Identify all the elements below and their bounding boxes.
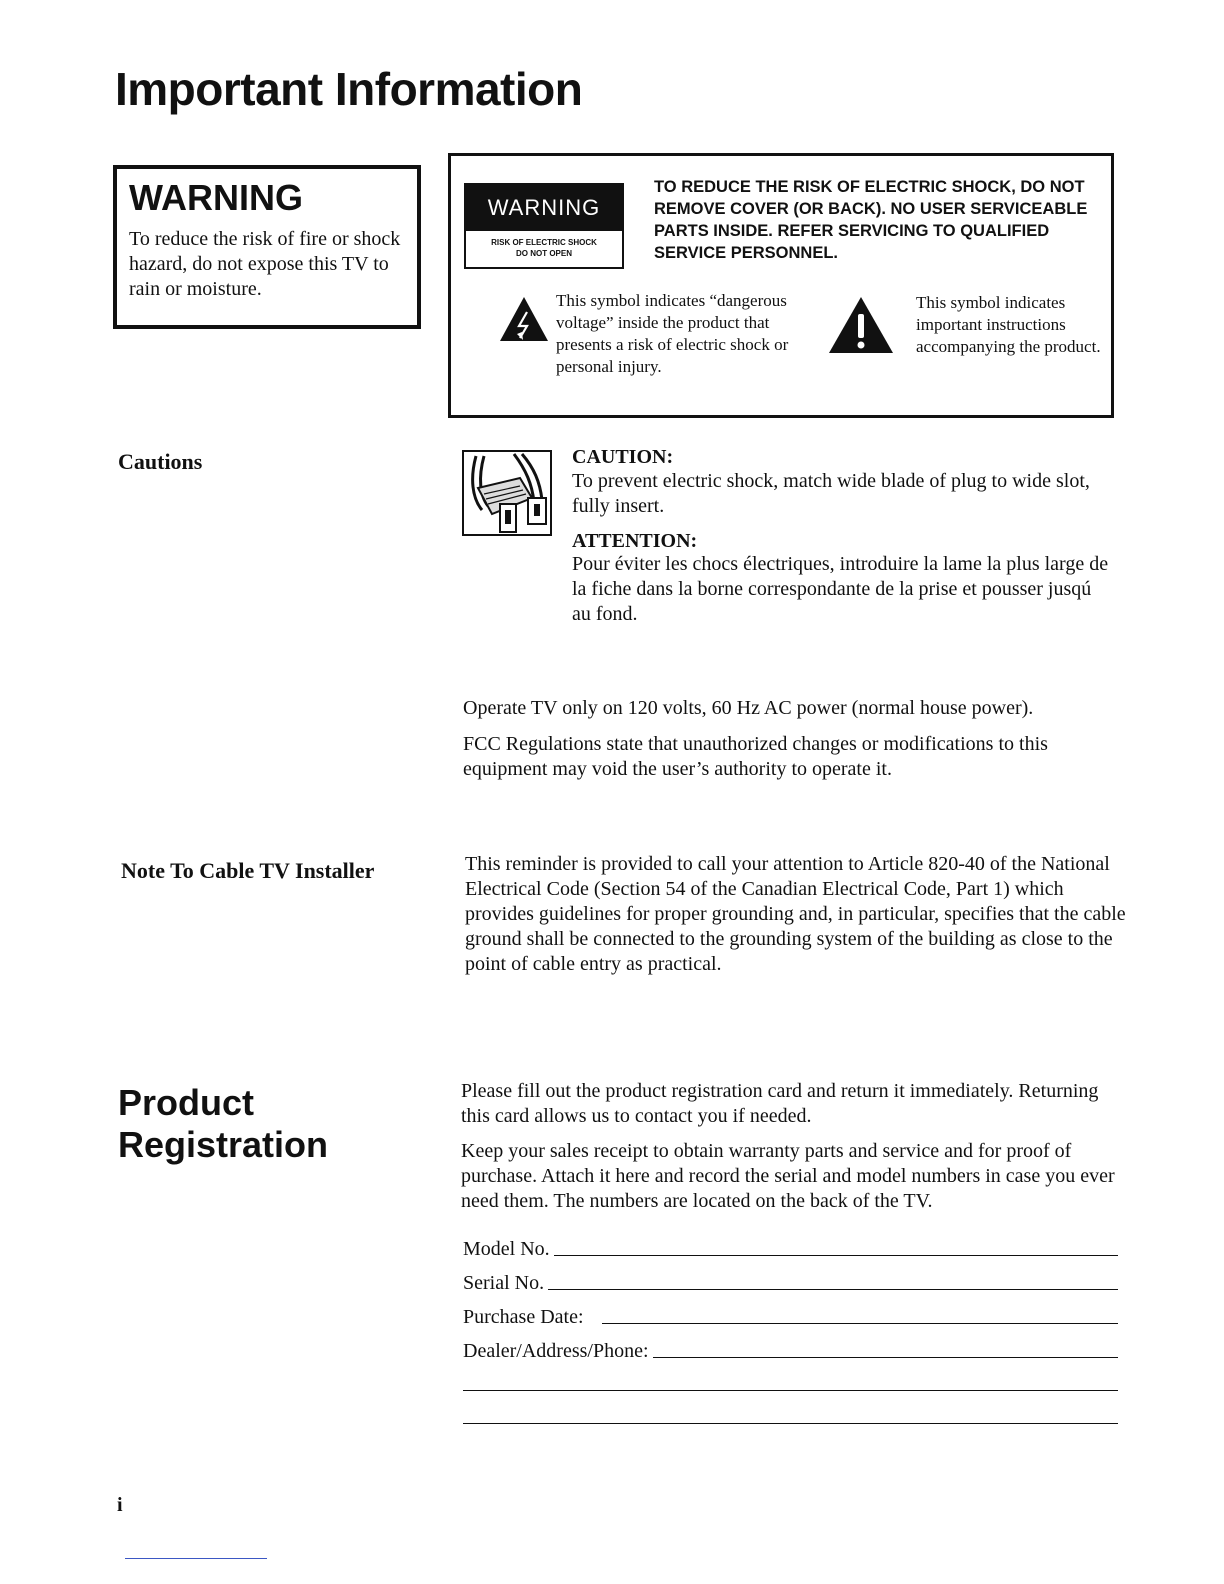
fire-warning-box (113, 165, 421, 329)
exclamation-triangle-icon (828, 296, 894, 354)
purchase-date-label: Purchase Date: (463, 1306, 584, 1328)
cautions-heading: Cautions (118, 449, 203, 474)
caution-title: CAUTION: (572, 446, 674, 468)
serial-number-field[interactable] (463, 1265, 1118, 1295)
registration-heading-line2: Registration (118, 1124, 329, 1165)
fcc-regulations-text: FCC Regulations state that unauthorized changes or modifications to this equipment may void the user’s authority to operate it. (463, 733, 1048, 780)
power-requirement-text: Operate TV only on 120 volts, 60 Hz AC power (normal house power). (463, 697, 1034, 719)
cable-installer-heading: Note To Cable TV Installer (121, 858, 375, 883)
lightning-symbol-text: This symbol indicates “dangerous voltage” inside the product that presents a risk of electric shock or personal injury. (556, 291, 789, 376)
registration-paragraph-1: Please fill out the product registration card and return it immediately. Returning this card allows us to contact you if needed. (461, 1080, 1099, 1127)
shock-warning-text: TO REDUCE THE RISK OF ELECTRIC SHOCK, DO NOT REMOVE COVER (OR BACK). NO USER SERVICEABLE PARTS INSIDE. REFER SERVICING TO QUALIFIED SERVICE PERSONNEL. (654, 178, 1088, 262)
caution-text: To prevent electric shock, match wide blade of plug to wide slot, fully insert. (572, 470, 1090, 517)
polarized-plug-icon (462, 448, 554, 536)
page-number: i (117, 1494, 123, 1516)
page-title: Important Information (115, 63, 583, 115)
dealer-extra-line-2[interactable] (463, 1423, 1118, 1424)
serial-number-line (548, 1289, 1118, 1290)
registration-paragraph-2: Keep your sales receipt to obtain warranty parts and service and for proof of purchase. Attach it here and record the serial and model numbers in case you ever need them. The numbers are located on the back of the TV. (461, 1140, 1115, 1212)
warning-badge-label: WARNING (466, 185, 622, 231)
dealer-label: Dealer/Address/Phone: (463, 1340, 649, 1362)
purchase-date-line (602, 1323, 1118, 1324)
dealer-extra-line-1[interactable] (463, 1390, 1118, 1391)
attention-text: Pour éviter les chocs électriques, introduire la lame la plus large de la fiche dans la borne correspondante de la prise et pousser jusqú au fond. (572, 553, 1109, 625)
exclamation-symbol-text: This symbol indicates important instructions accompanying the product. (916, 293, 1101, 356)
warning-label-badge (464, 183, 624, 269)
registration-heading-line1: Product (118, 1082, 255, 1123)
cable-installer-text: This reminder is provided to call your attention to Article 820-40 of the National Electrical Code (Section 54 of the Canadian Electrical Code, Part 1) which provides guidelines for proper grounding and, in particular, specifies that the cable ground shall be connected to the grounding system of the building as close to the point of cable entry as practical. (465, 853, 1126, 975)
lightning-bolt-icon (499, 296, 549, 342)
serial-number-label: Serial No. (463, 1272, 545, 1294)
attention-title: ATTENTION: (572, 530, 698, 552)
footer-rule (125, 1558, 267, 1559)
warning-badge-sub1: RISK OF ELECTRIC SHOCK (491, 238, 597, 247)
fire-warning-heading: WARNING (129, 177, 303, 218)
warning-badge-sub2: DO NOT OPEN (515, 249, 572, 258)
shock-warning-box (448, 153, 1114, 418)
model-number-line (554, 1255, 1118, 1256)
purchase-date-field[interactable] (463, 1299, 1118, 1329)
fire-warning-text: To reduce the risk of fire or shock hazard, do not expose this TV to rain or moisture. (129, 228, 401, 300)
model-number-label: Model No. (463, 1238, 550, 1260)
dealer-line (653, 1357, 1118, 1358)
dealer-field[interactable] (463, 1333, 1118, 1363)
registration-heading (118, 1082, 328, 1166)
model-number-field[interactable] (463, 1231, 1118, 1261)
